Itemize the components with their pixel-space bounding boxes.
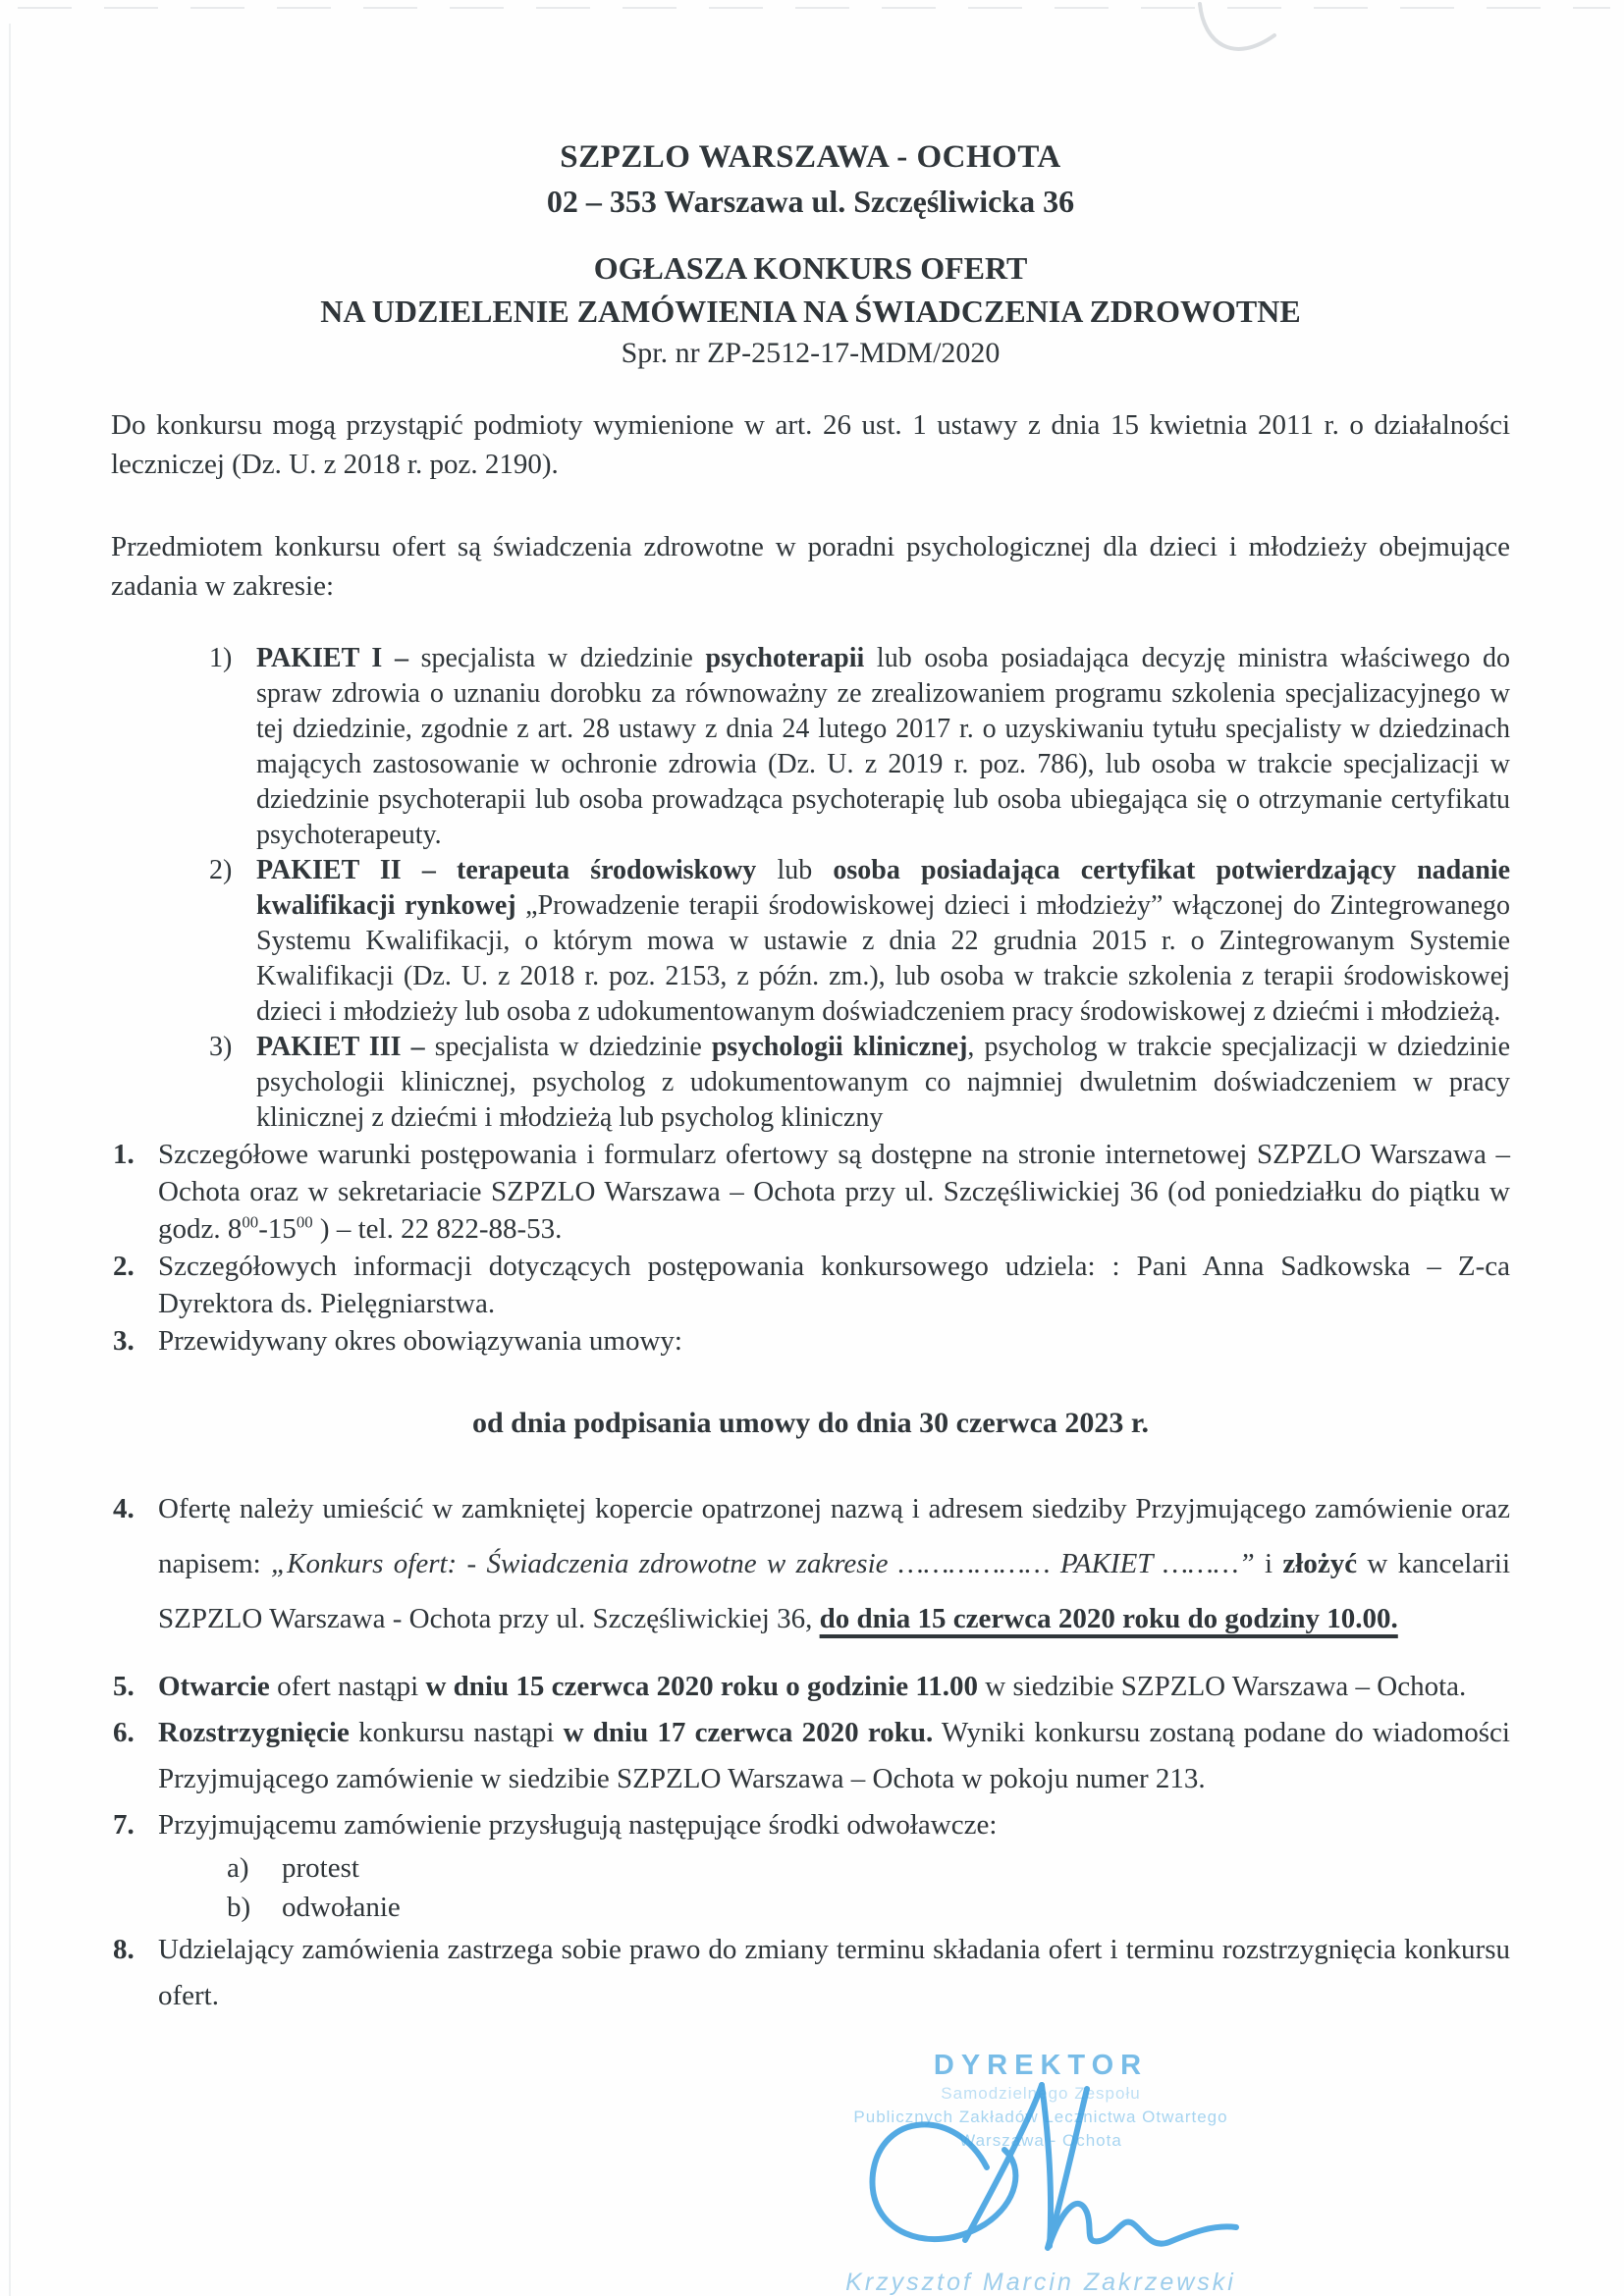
header-spacer bbox=[111, 223, 1510, 246]
list-item bbox=[111, 1030, 1510, 1136]
list-item-marker: 5. bbox=[113, 1671, 135, 1702]
signature-block bbox=[746, 2050, 1335, 2296]
list-item-text bbox=[158, 1927, 1510, 2019]
text-segment: w kancelarii SZPZLO Warszawa - Ochota przy ul. Szczęśliwickiej 36, bbox=[158, 1548, 1510, 1634]
list-item-marker: 8. bbox=[113, 1934, 135, 1965]
signatory-name: Krzysztof Marcin Zakrzewski bbox=[845, 2269, 1236, 2296]
text-segment: Wyniki konkursu zostaną podane do wiadomości Przyjmującego zamówienie w siedzibie SZPZLO Warszawa – Ochota w pokoju numer 213. bbox=[158, 1717, 1510, 1794]
list-item bbox=[111, 1136, 1510, 1248]
intro-paragraph-1: Do konkursu mogą przystąpić podmioty wymienione w art. 26 ust. 1 ustawy z dnia 15 kwietnia 2011 r. o działalności leczniczej (Dz. U. z 2018 r. poz. 2190). bbox=[111, 409, 1510, 480]
scan-edge-artifact-left bbox=[9, 24, 11, 2296]
list-item-text bbox=[158, 1481, 1510, 1646]
list-item-text bbox=[158, 1322, 1510, 1360]
list-item-marker: 7. bbox=[113, 1809, 135, 1841]
scan-curve-artifact bbox=[1190, 0, 1280, 85]
text-segment: w dniu 15 czerwca 2020 roku o godzinie 11.00 bbox=[425, 1671, 979, 1702]
sub-list-item bbox=[111, 1888, 1510, 1927]
list-item bbox=[111, 1248, 1510, 1322]
text-segment: PAKIET III – bbox=[256, 1032, 435, 1062]
text-segment: psychologii klinicznej bbox=[711, 1032, 968, 1062]
text-segment: specjalista w dziedzinie bbox=[434, 1032, 712, 1062]
list-item-marker: 1. bbox=[113, 1139, 135, 1170]
org-address: 02 – 353 Warszawa ul. Szczęśliwicka 36 bbox=[546, 184, 1075, 219]
list-item-text bbox=[256, 1030, 1510, 1136]
case-number: Spr. nr ZP-2512-17-MDM/2020 bbox=[621, 337, 1001, 369]
text-segment: 00 bbox=[242, 1212, 259, 1232]
list-item-text bbox=[158, 1664, 1510, 1710]
list-item bbox=[111, 1322, 1510, 1360]
sub-list-item bbox=[111, 1848, 1510, 1888]
list-item bbox=[111, 1927, 1510, 2019]
text-segment: do dnia 15 czerwca 2020 roku do godziny 10.00. bbox=[819, 1603, 1398, 1634]
announcement-line-1: OGŁASZA KONKURS OFERT bbox=[593, 250, 1028, 286]
list-item bbox=[111, 853, 1510, 1030]
text-segment: Udzielający zamówienia zastrzega sobie prawo do zmiany terminu składania ofert i terminu rozstrzygnięcia konkursu ofert. bbox=[158, 1934, 1510, 2011]
text-segment: Przyjmującemu zamówienie przysługują następujące środki odwoławcze: bbox=[158, 1809, 998, 1841]
list-item-marker: 1) bbox=[209, 643, 233, 673]
list-item bbox=[111, 1710, 1510, 1802]
sub-list-item-marker: a) bbox=[227, 1852, 249, 1884]
list-item-marker: 3) bbox=[209, 1032, 233, 1062]
text-segment: Ofertę należy umieścić w zamkniętej kopercie opatrzonej nazwą i adresem siedziby Przyjmującego zamówienie oraz napisem: bbox=[158, 1493, 1510, 1579]
text-segment: Rozstrzygnięcie bbox=[158, 1717, 350, 1748]
text-segment: PAKIET I – bbox=[256, 643, 421, 673]
stamp-title: DYREKTOR bbox=[933, 2050, 1149, 2081]
list-item-text bbox=[256, 641, 1510, 853]
list-item-text bbox=[256, 853, 1510, 1030]
text-segment: lub bbox=[756, 855, 834, 885]
org-name: SZPZLO WARSZAWA - OCHOTA bbox=[560, 139, 1061, 175]
text-segment: specjalista w dziedzinie bbox=[420, 643, 706, 673]
text-segment: lub osoba posiadająca decyzję ministra właściwego do spraw zdrowia o uznaniu dorobku za równoważny ze zrealizowaniem programu szkolenia specjalizacyjnego w tej dziedzinie, zgodnie z art. 28 ustawy z dnia 24 lutego 2017 r. o uzyskiwaniu tytułu specjalisty w dziedzinach mających zastosowanie w ochronie zdrowia (Dz. U. z 2019 r. poz. 786), lub osoba w trakcie specjalizacji w dziedzinie psychoterapii lub osoba prowadząca psychoterapię lub osoba ubiegająca się o otrzymanie certyfikatu psychoterapeuty. bbox=[256, 643, 1510, 850]
list-item bbox=[111, 1802, 1510, 1848]
text-segment: ) – tel. 22 822-88-53. bbox=[312, 1213, 563, 1245]
conditions-list-part1 bbox=[111, 1136, 1510, 1360]
text-segment: -15 bbox=[258, 1213, 297, 1245]
text-segment: „Prowadzenie terapii środowiskowej dzieci i młodzieży” włączonej do Zintegrowanego Systemu Kwalifikacji, o którym mowa w ustawie z dnia 22 grudnia 2015 r. o Zintegrowanym Systemie Kwalifikacji (Dz. U. z 2018 r. poz. 2153, z późn. zm.), lub osoba w trakcie szkolenia z terapii środowiskowej dzieci i młodzieży lub osoba z udokumentowanym doświadczeniem pracy środowiskowej z dziećmi i młodzieżą. bbox=[256, 890, 1510, 1027]
text-segment: , psycholog w trakcie specjalizacji w dziedzinie psychologii klinicznej, psycholog z udokumentowanym co najmniej dwuletnim doświadczeniem w pracy klinicznej z dziećmi i młodzieżą lub psycholog kliniczny bbox=[256, 1032, 1511, 1133]
text-segment: psychoterapii bbox=[705, 643, 865, 673]
sub-list-item-marker: b) bbox=[227, 1892, 251, 1923]
text-segment: PAKIET II – bbox=[256, 855, 457, 885]
list-item-text bbox=[158, 1136, 1510, 1248]
text-segment: złożyć bbox=[1282, 1548, 1358, 1579]
conditions-list-part2 bbox=[111, 1481, 1510, 2019]
stamp-line-3: Warszawa - Ochota bbox=[959, 2131, 1122, 2150]
text-segment: Otwarcie bbox=[158, 1671, 270, 1702]
stamp-line-1: Samodzielnego Zespołu bbox=[941, 2084, 1141, 2103]
text-segment: Przewidywany okres obowiązywania umowy: bbox=[158, 1325, 682, 1357]
list-item bbox=[111, 1664, 1510, 1710]
sub-list-item-text: protest bbox=[282, 1852, 359, 1884]
text-segment: w siedzibie SZPZLO Warszawa – Ochota. bbox=[978, 1671, 1467, 1702]
list-item bbox=[111, 1481, 1510, 1646]
sub-list-item-text: odwołanie bbox=[282, 1892, 401, 1923]
text-segment: Szczegółowych informacji dotyczących postępowania konkursowego udziela: : Pani Anna Sadkowska – Z-ca Dyrektora ds. Pielęgniarstwa. bbox=[158, 1251, 1510, 1319]
stamp-line-2: Publicznych Zakładów Lecznictwa Otwartego bbox=[853, 2108, 1228, 2126]
list-item-marker: 2. bbox=[113, 1251, 135, 1282]
pakiet-list bbox=[111, 641, 1510, 1136]
announcement-line-2: NA UDZIELENIE ZAMÓWIENIA NA ŚWIADCZENIA ZDROWOTNE bbox=[320, 294, 1301, 329]
text-segment: „Konkurs ofert: - Świadczenia zdrowotne w zakresie ……………… PAKIET ………” bbox=[271, 1548, 1255, 1579]
list-item-marker: 4. bbox=[113, 1493, 135, 1524]
list-item-text bbox=[158, 1802, 1510, 1848]
text-segment: 00 bbox=[296, 1212, 313, 1232]
list-item-marker: 2) bbox=[209, 855, 233, 885]
list-item bbox=[111, 641, 1510, 853]
contract-period-line: od dnia podpisania umowy do dnia 30 czerwca 2023 r. bbox=[471, 1407, 1149, 1439]
scan-edge-artifact bbox=[18, 7, 1610, 9]
text-segment: terapeuta środowiskowy bbox=[457, 855, 757, 885]
text-segment: osoba posiadająca certyfikat potwierdzający nadanie kwalifikacji rynkowej bbox=[256, 855, 1511, 921]
list-item-text bbox=[158, 1248, 1510, 1322]
text-segment: konkursu nastąpi bbox=[349, 1717, 564, 1748]
text-segment: w dniu 17 czerwca 2020 roku. bbox=[563, 1717, 934, 1748]
list-item-marker: 6. bbox=[113, 1717, 135, 1748]
text-segment: Szczegółowe warunki postępowania i formularz ofertowy są dostępne na stronie internetowej SZPZLO Warszawa – Ochota oraz w sekretariacie SZPZLO Warszawa – Ochota przy ul. Szczęśliwickiej 36 (od poniedziałku do piątku w godz. 8 bbox=[158, 1139, 1510, 1245]
text-segment: ofert nastąpi bbox=[269, 1671, 426, 1702]
text-segment: i bbox=[1254, 1548, 1283, 1579]
list-item-marker: 3. bbox=[113, 1325, 135, 1357]
intro-paragraph-2: Przedmiotem konkursu ofert są świadczenia zdrowotne w poradni psychologicznej dla dzieci i młodzieży obejmujące zadania w zakresie: bbox=[111, 531, 1510, 602]
list-item-text bbox=[158, 1710, 1510, 1802]
